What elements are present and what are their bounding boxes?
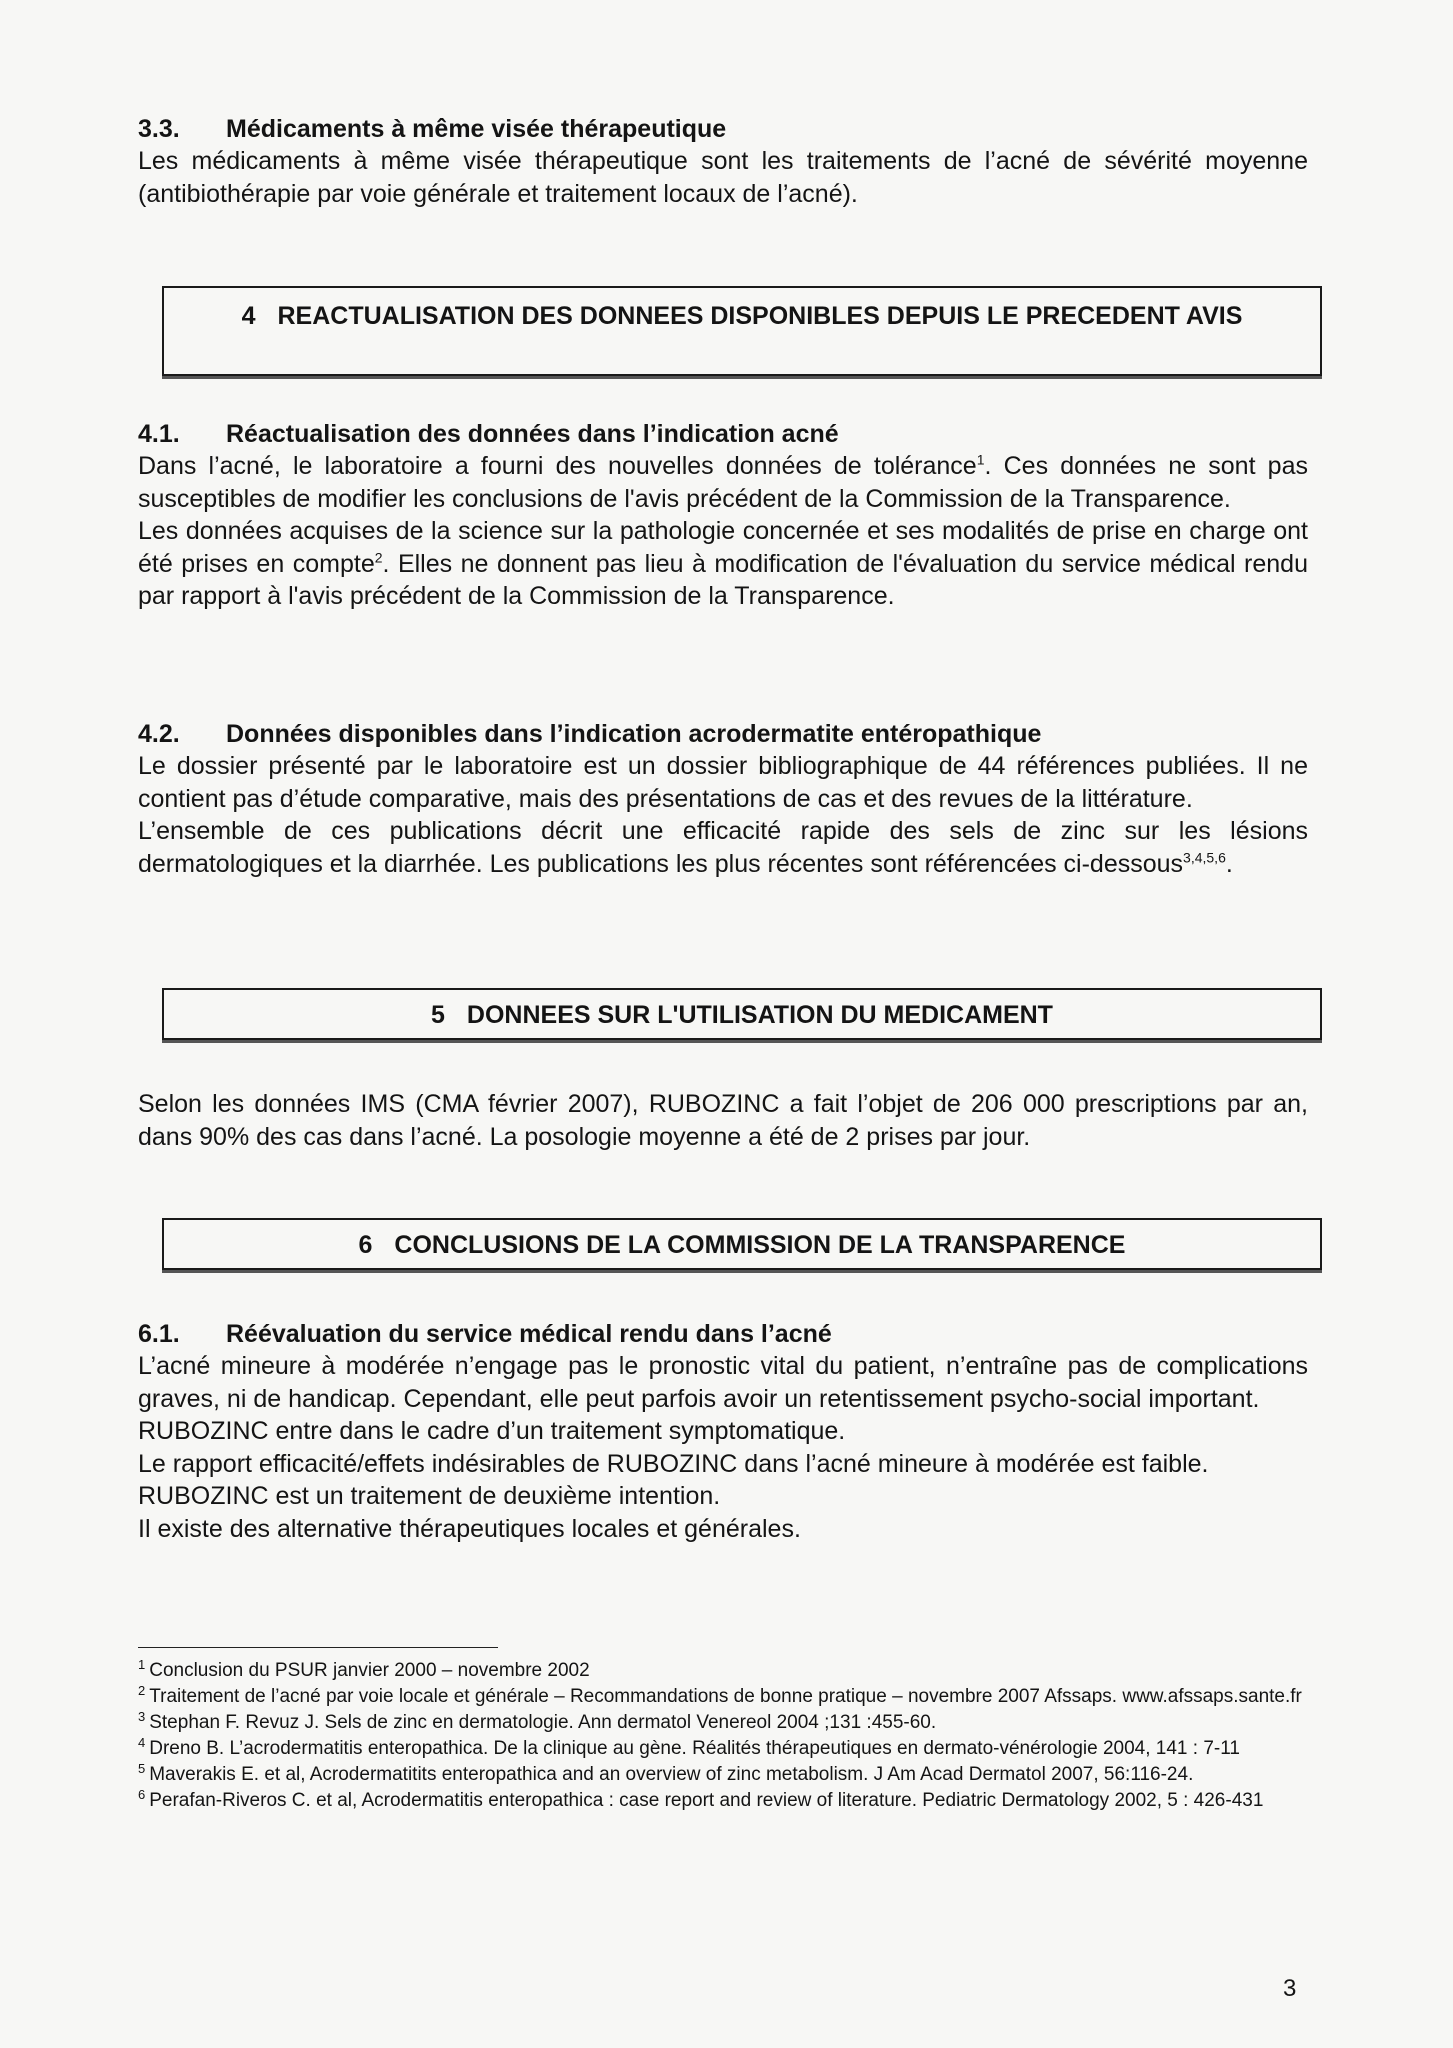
footnote: $^1$ Conclusion du PSUR janvier 2000 – novembre 2002: [138, 1656, 590, 1681]
paragraph: L’ensemble de ces publications décrit une efficacité rapide des sels de zinc sur les lésions dermatologiques et la diarrhée. Les publications les plus récentes sont référencées ci-dessous$^{3,4,5,6}$.: [138, 817, 1308, 878]
section-heading: 3.3. Médicaments à même visée thérapeutique: [138, 115, 727, 143]
section-3-3: [138, 113, 1308, 210]
paragraph: RUBOZINC est un traitement de deuxième intention.: [138, 1482, 721, 1510]
footnote: $^5$ Maverakis E. et al, Acrodermatitits enteropathica and an overview of zinc metabolism. J Am Acad Dermatol 2007, 56:116-24.: [138, 1760, 1194, 1785]
paragraph: RUBOZINC entre dans le cadre d’un traitement symptomatique.: [138, 1417, 846, 1445]
section-5: [138, 1088, 1308, 1153]
footnote: $^3$ Stephan F. Revuz J. Sels de zinc en dermatologie. Ann dermatol Venereol 2004 ;131 :455-60.: [138, 1708, 937, 1733]
paragraph: Le dossier présenté par le laboratoire est un dossier bibliographique de 44 références publiées. Il ne contient pas d’étude comparative, mais des présentations de cas et des revues de la littérature.: [138, 752, 1308, 813]
section-heading: 4.2. Données disponibles dans l’indication acrodermatite entéropathique: [138, 720, 1042, 748]
paragraph: Il existe des alternative thérapeutiques locales et générales.: [138, 1514, 801, 1543]
paragraph: Les médicaments à même visée thérapeutique sont les traitements de l’acné de sévérité moyenne (antibiothérapie par voie générale et traitement locaux de l’acné).: [138, 147, 1308, 208]
section-5-title-box: 5 DONNEES SUR L'UTILISATION DU MEDICAMENT: [162, 988, 1322, 1040]
footnote: $^6$ Perafan-Riveros C. et al, Acrodermatitis enteropathica : case report and review of literature. Pediatric Dermatology 2002, 5 : 426-431: [138, 1786, 1264, 1811]
paragraph: Les données acquises de la science sur la pathologie concernée et ses modalités de prise en charge ont été prises en compte$^2$. Elles ne donnent pas lieu à modification de l'évaluation du service médical rendu par rapport à l'avis précédent de la Commission de la Transparence.: [138, 517, 1308, 610]
page-number: 3: [1283, 1975, 1297, 2002]
footnote: $^2$ Traitement de l’acné par voie locale et générale – Recommandations de bonne pratique – novembre 2007 Afssaps. www.afssaps.sante.fr: [138, 1682, 1302, 1707]
paragraph: Selon les données IMS (CMA février 2007), RUBOZINC a fait l’objet de 206 000 prescriptions par an, dans 90% des cas dans l’acné. La posologie moyenne a été de 2 prises par jour.: [138, 1090, 1308, 1151]
paragraph: L’acné mineure à modérée n’engage pas le pronostic vital du patient, n’entraîne pas de complications graves, ni de handicap. Cependant, elle peut parfois avoir un retentissement psycho-social important.: [138, 1352, 1308, 1413]
section-6-1: [138, 1318, 1308, 1545]
section-4-1: [138, 418, 1308, 613]
footnote: $^4$ Dreno B. L’acrodermatitis enteropathica. De la clinique au gène. Réalités thérapeutiques en dermato-vénérologie 2004, 141 : 7-11: [138, 1734, 1240, 1759]
section-heading: 4.1. Réactualisation des données dans l’indication acné: [138, 420, 839, 448]
footnotes: [138, 1658, 1308, 1814]
section-6-title-box: 6 CONCLUSIONS DE LA COMMISSION DE LA TRANSPARENCE: [162, 1218, 1322, 1270]
paragraph: Dans l’acné, le laboratoire a fourni des nouvelles données de tolérance$^1$. Ces données ne sont pas susceptibles de modifier les conclusions de l'avis précédent de la Commission de la Transparence.: [138, 451, 1308, 513]
section-4-2: [138, 718, 1308, 880]
footnote-separator: [138, 1647, 498, 1648]
section-heading: 6.1. Réévaluation du service médical rendu dans l’acné: [138, 1320, 832, 1348]
paragraph: Le rapport efficacité/effets indésirables de RUBOZINC dans l’acné mineure à modérée est faible.: [138, 1449, 1209, 1478]
section-4-title-box: 4 REACTUALISATION DES DONNEES DISPONIBLES DEPUIS LE PRECEDENT AVIS: [162, 286, 1322, 376]
